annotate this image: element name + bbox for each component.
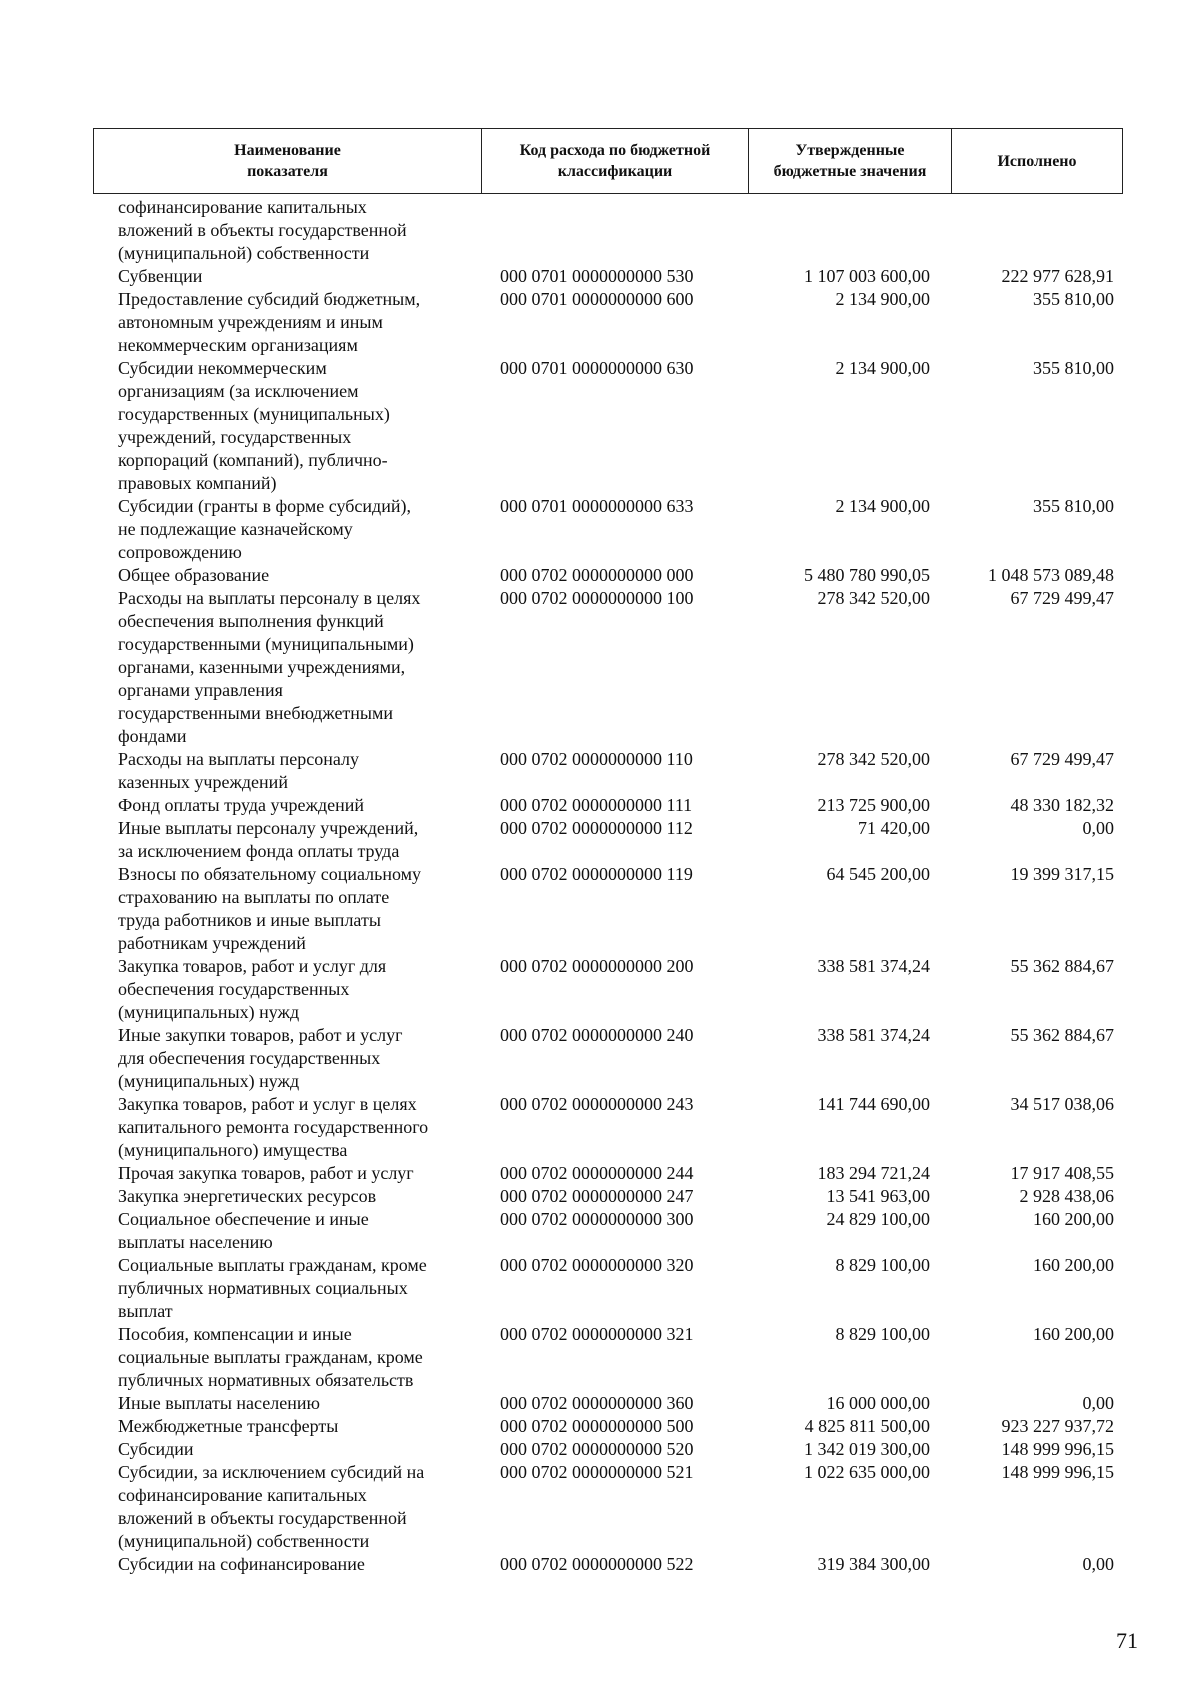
row-approved: 64 545 200,00 bbox=[826, 864, 930, 884]
table-row bbox=[0, 863, 1200, 955]
row-approved: 13 541 963,00 bbox=[826, 1186, 930, 1206]
row-executed: 0,00 bbox=[1082, 1554, 1114, 1574]
row-name: Предоставление субсидий бюджетным, автономным учреждениям и иным некоммерческим организациям bbox=[118, 289, 421, 355]
row-approved: 8 829 100,00 bbox=[835, 1324, 930, 1344]
row-approved: 24 829 100,00 bbox=[826, 1209, 930, 1229]
row-approved: 278 342 520,00 bbox=[817, 588, 930, 608]
table-row bbox=[0, 564, 1200, 587]
row-code: 000 0701 0000000000 633 bbox=[500, 496, 694, 516]
row-name: Прочая закупка товаров, работ и услуг bbox=[118, 1163, 414, 1183]
table-row bbox=[0, 1254, 1200, 1323]
table-row bbox=[0, 1162, 1200, 1185]
row-approved: 338 581 374,24 bbox=[817, 956, 930, 976]
row-name: Закупка товаров, работ и услуг для обеспечения государственных (муниципальных) нужд bbox=[118, 956, 387, 1022]
header-approved: Утвержденные бюджетные значения bbox=[749, 129, 952, 193]
row-name: Субсидии некоммерческим организациям (за исключением государственных (муниципальных) учреждений, государственных корпораций (компаний), публично- правовых компаний) bbox=[118, 358, 390, 493]
header-code: Код расхода по бюджетной классификации bbox=[482, 129, 749, 193]
row-code: 000 0702 0000000000 243 bbox=[500, 1094, 694, 1114]
table-row bbox=[0, 196, 1200, 265]
row-name: Закупка энергетических ресурсов bbox=[118, 1186, 377, 1206]
row-executed: 0,00 bbox=[1082, 1393, 1114, 1413]
row-executed: 160 200,00 bbox=[1033, 1324, 1114, 1344]
row-name: Субсидии (гранты в форме субсидий), не подлежащие казначейскому сопровождению bbox=[118, 496, 411, 562]
row-executed: 160 200,00 bbox=[1033, 1255, 1114, 1275]
row-executed: 55 362 884,67 bbox=[1010, 956, 1114, 976]
table-row bbox=[0, 1185, 1200, 1208]
row-executed: 160 200,00 bbox=[1033, 1209, 1114, 1229]
row-name: Расходы на выплаты персоналу казенных учреждений bbox=[118, 749, 359, 792]
row-executed: 0,00 bbox=[1082, 818, 1114, 838]
table-body bbox=[0, 196, 1200, 1576]
row-executed: 222 977 628,91 bbox=[1001, 266, 1114, 286]
row-executed: 355 810,00 bbox=[1033, 496, 1114, 516]
table-row bbox=[0, 1438, 1200, 1461]
row-name: софинансирование капитальных вложений в объекты государственной (муниципальной) собственности bbox=[118, 197, 407, 263]
header-executed: Исполнено bbox=[997, 152, 1077, 170]
row-executed: 17 917 408,55 bbox=[1010, 1163, 1114, 1183]
row-code: 000 0702 0000000000 000 bbox=[500, 565, 694, 585]
row-code: 000 0702 0000000000 111 bbox=[500, 795, 693, 815]
row-name: Иные выплаты населению bbox=[118, 1393, 320, 1413]
table-row bbox=[0, 1323, 1200, 1392]
row-name: Субсидии bbox=[118, 1439, 194, 1459]
row-approved: 5 480 780 990,05 bbox=[804, 565, 930, 585]
table-row bbox=[0, 1415, 1200, 1438]
row-code: 000 0702 0000000000 200 bbox=[500, 956, 694, 976]
row-executed: 48 330 182,32 bbox=[1010, 795, 1114, 815]
table-row bbox=[0, 357, 1200, 495]
row-name: Закупка товаров, работ и услуг в целях капитального ремонта государственного (муниципального) имущества bbox=[118, 1094, 429, 1160]
page-number: 71 bbox=[1116, 1628, 1138, 1653]
row-name: Иные выплаты персоналу учреждений, за исключением фонда оплаты труда bbox=[118, 818, 419, 861]
row-code: 000 0701 0000000000 600 bbox=[500, 289, 694, 309]
row-code: 000 0702 0000000000 300 bbox=[500, 1209, 694, 1229]
row-name: Общее образование bbox=[118, 565, 270, 585]
row-code: 000 0702 0000000000 244 bbox=[500, 1163, 694, 1183]
table-row bbox=[0, 1461, 1200, 1553]
table-row bbox=[0, 1093, 1200, 1162]
table-row bbox=[0, 265, 1200, 288]
row-code: 000 0701 0000000000 630 bbox=[500, 358, 694, 378]
row-code: 000 0702 0000000000 500 bbox=[500, 1416, 694, 1436]
row-executed: 148 999 996,15 bbox=[1001, 1462, 1114, 1482]
row-name: Фонд оплаты труда учреждений bbox=[118, 795, 364, 815]
row-approved: 8 829 100,00 bbox=[835, 1255, 930, 1275]
row-executed: 19 399 317,15 bbox=[1010, 864, 1114, 884]
table-row bbox=[0, 1392, 1200, 1415]
row-name: Пособия, компенсации и иные социальные выплаты гражданам, кроме публичных нормативных обязательств bbox=[118, 1324, 423, 1390]
row-executed: 2 928 438,06 bbox=[1019, 1186, 1114, 1206]
table-row bbox=[0, 817, 1200, 863]
row-code: 000 0702 0000000000 247 bbox=[500, 1186, 694, 1206]
row-executed: 148 999 996,15 bbox=[1001, 1439, 1114, 1459]
row-approved: 2 134 900,00 bbox=[835, 358, 930, 378]
table-row bbox=[0, 495, 1200, 564]
row-executed: 67 729 499,47 bbox=[1010, 749, 1114, 769]
row-code: 000 0701 0000000000 530 bbox=[500, 266, 694, 286]
row-code: 000 0702 0000000000 110 bbox=[500, 749, 693, 769]
row-code: 000 0702 0000000000 520 bbox=[500, 1439, 694, 1459]
row-code: 000 0702 0000000000 522 bbox=[500, 1554, 694, 1574]
row-name: Субсидии, за исключением субсидий на софинансирование капитальных вложений в объекты государственной (муниципальной) собственности bbox=[118, 1462, 425, 1551]
row-executed: 923 227 937,72 bbox=[1001, 1416, 1114, 1436]
row-name: Социальное обеспечение и иные выплаты населению bbox=[118, 1209, 369, 1252]
row-name: Взносы по обязательному социальному страхованию на выплаты по оплате труда работников и иные выплаты работникам учреждений bbox=[118, 864, 422, 953]
table-row bbox=[0, 1208, 1200, 1254]
table-row bbox=[0, 587, 1200, 748]
row-executed: 67 729 499,47 bbox=[1010, 588, 1114, 608]
row-code: 000 0702 0000000000 521 bbox=[500, 1462, 694, 1482]
row-approved: 71 420,00 bbox=[858, 818, 930, 838]
table-row bbox=[0, 748, 1200, 794]
row-approved: 1 107 003 600,00 bbox=[804, 266, 930, 286]
row-name: Иные закупки товаров, работ и услуг для обеспечения государственных (муниципальных) нужд bbox=[118, 1025, 403, 1091]
row-executed: 55 362 884,67 bbox=[1010, 1025, 1114, 1045]
row-name: Субсидии на софинансирование bbox=[118, 1554, 365, 1574]
table-header bbox=[93, 128, 1123, 194]
row-code: 000 0702 0000000000 321 bbox=[500, 1324, 694, 1344]
row-code: 000 0702 0000000000 119 bbox=[500, 864, 693, 884]
row-approved: 1 342 019 300,00 bbox=[804, 1439, 930, 1459]
row-name: Расходы на выплаты персоналу в целях обеспечения выполнения функций государственными (муниципальными) органами, казенными учреждениями, органами управления государственными внебюджетными фондами bbox=[118, 588, 421, 746]
row-code: 000 0702 0000000000 360 bbox=[500, 1393, 694, 1413]
row-approved: 319 384 300,00 bbox=[817, 1554, 930, 1574]
row-approved: 141 744 690,00 bbox=[817, 1094, 930, 1114]
row-name: Межбюджетные трансферты bbox=[118, 1416, 339, 1436]
table-row bbox=[0, 1024, 1200, 1093]
row-code: 000 0702 0000000000 100 bbox=[500, 588, 694, 608]
row-approved: 2 134 900,00 bbox=[835, 289, 930, 309]
table-row bbox=[0, 1553, 1200, 1576]
row-code: 000 0702 0000000000 320 bbox=[500, 1255, 694, 1275]
table-row bbox=[0, 288, 1200, 357]
row-executed: 34 517 038,06 bbox=[1010, 1094, 1114, 1114]
row-name: Социальные выплаты гражданам, кроме публичных нормативных социальных выплат bbox=[118, 1255, 427, 1321]
row-code: 000 0702 0000000000 240 bbox=[500, 1025, 694, 1045]
table-row bbox=[0, 955, 1200, 1024]
row-approved: 2 134 900,00 bbox=[835, 496, 930, 516]
row-approved: 213 725 900,00 bbox=[817, 795, 930, 815]
row-approved: 16 000 000,00 bbox=[826, 1393, 930, 1413]
header-name: Наименование показателя bbox=[94, 129, 482, 193]
table-row bbox=[0, 794, 1200, 817]
row-code: 000 0702 0000000000 112 bbox=[500, 818, 693, 838]
row-executed: 355 810,00 bbox=[1033, 358, 1114, 378]
row-approved: 278 342 520,00 bbox=[817, 749, 930, 769]
row-approved: 1 022 635 000,00 bbox=[804, 1462, 930, 1482]
row-approved: 338 581 374,24 bbox=[817, 1025, 930, 1045]
row-approved: 4 825 811 500,00 bbox=[804, 1416, 930, 1436]
row-executed: 1 048 573 089,48 bbox=[988, 565, 1114, 585]
row-approved: 183 294 721,24 bbox=[817, 1163, 930, 1183]
row-name: Субвенции bbox=[118, 266, 203, 286]
row-executed: 355 810,00 bbox=[1033, 289, 1114, 309]
